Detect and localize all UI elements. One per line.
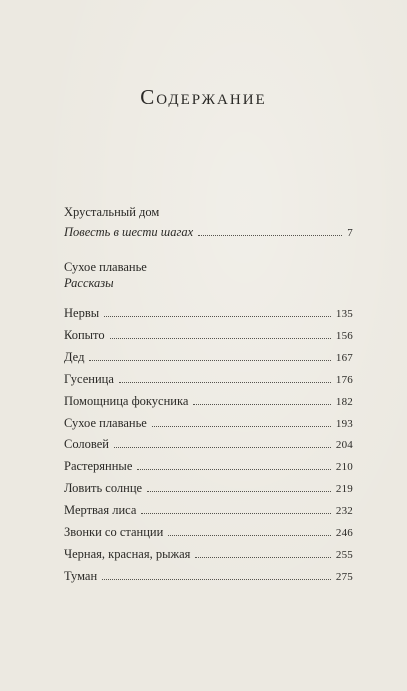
toc-entry xyxy=(64,568,353,584)
toc-entry-page-number: 219 xyxy=(335,483,353,496)
toc-entry-title: Ловить солнце xyxy=(64,481,143,496)
dot-leader xyxy=(104,315,331,317)
toc-entry-page-number: 156 xyxy=(335,329,353,342)
toc-entry xyxy=(64,415,353,431)
toc-entry-title: Нервы xyxy=(64,306,100,320)
dot-leader xyxy=(141,512,331,514)
toc-entry-page-number: 176 xyxy=(335,373,353,386)
page-title: Содержание xyxy=(140,85,267,109)
dot-leader xyxy=(195,556,330,558)
part2-subtitle: Рассказы xyxy=(64,276,114,290)
toc-entry-title: Гусеница xyxy=(64,371,114,386)
toc-entry-page-number: 210 xyxy=(335,461,353,474)
toc-entry-page-number: 232 xyxy=(335,505,353,518)
dot-leader xyxy=(137,468,331,470)
toc-entry xyxy=(64,436,353,452)
dot-leader xyxy=(147,490,331,492)
toc-entry-title: Соловей xyxy=(64,437,109,452)
toc-entry-page-number: 182 xyxy=(335,395,353,408)
part1-page-number: 7 xyxy=(347,227,353,239)
part2-title: Сухое плаванье xyxy=(64,260,147,274)
dot-leader xyxy=(168,534,331,536)
dot-leader xyxy=(110,337,331,339)
toc-entry-page-number: 246 xyxy=(335,527,353,539)
toc-entry xyxy=(64,393,353,409)
toc-entry xyxy=(64,349,353,365)
toc-entry xyxy=(64,327,353,343)
toc-entry-page-number: 193 xyxy=(335,417,353,430)
dot-leader xyxy=(114,446,331,448)
dot-leader xyxy=(198,234,342,236)
dot-leader xyxy=(152,425,331,427)
toc-entry xyxy=(64,480,353,496)
dot-leader xyxy=(89,359,330,361)
toc-entry xyxy=(64,458,353,474)
toc-entry-page-number: 167 xyxy=(335,351,353,364)
toc-entry xyxy=(64,524,353,540)
toc-entry xyxy=(64,502,353,518)
toc-entry-page-number: 275 xyxy=(335,570,353,583)
toc-entry-title: Копыто xyxy=(64,327,105,342)
toc-entry-page-number: 255 xyxy=(335,548,353,561)
toc-entry-page-number: 204 xyxy=(335,439,353,452)
toc-entry xyxy=(64,546,353,562)
part1-subtitle: Повесть в шести шагах xyxy=(64,225,194,239)
toc-entry xyxy=(64,305,353,321)
toc-entry-title: Дед xyxy=(64,349,85,364)
part1-title: Хрустальный дом xyxy=(64,205,160,219)
toc-entry-title: Черная, красная, рыжая xyxy=(64,546,191,561)
toc-entry-title: Сухое плаванье xyxy=(64,415,147,430)
toc-entry-part1 xyxy=(64,224,353,240)
dot-leader xyxy=(102,578,331,580)
toc-entry-page-number: 135 xyxy=(335,308,353,320)
dot-leader xyxy=(193,403,330,405)
toc-entry-title: Туман xyxy=(64,568,98,583)
toc-entry xyxy=(64,371,353,387)
toc-entry-title: Звонки со станции xyxy=(64,525,164,539)
toc-entry-title: Растерянные xyxy=(64,459,133,474)
toc-entry-title: Помощница фокусника xyxy=(64,393,189,408)
dot-leader xyxy=(119,381,331,383)
toc-entry-title: Мертвая лиса xyxy=(64,503,137,518)
